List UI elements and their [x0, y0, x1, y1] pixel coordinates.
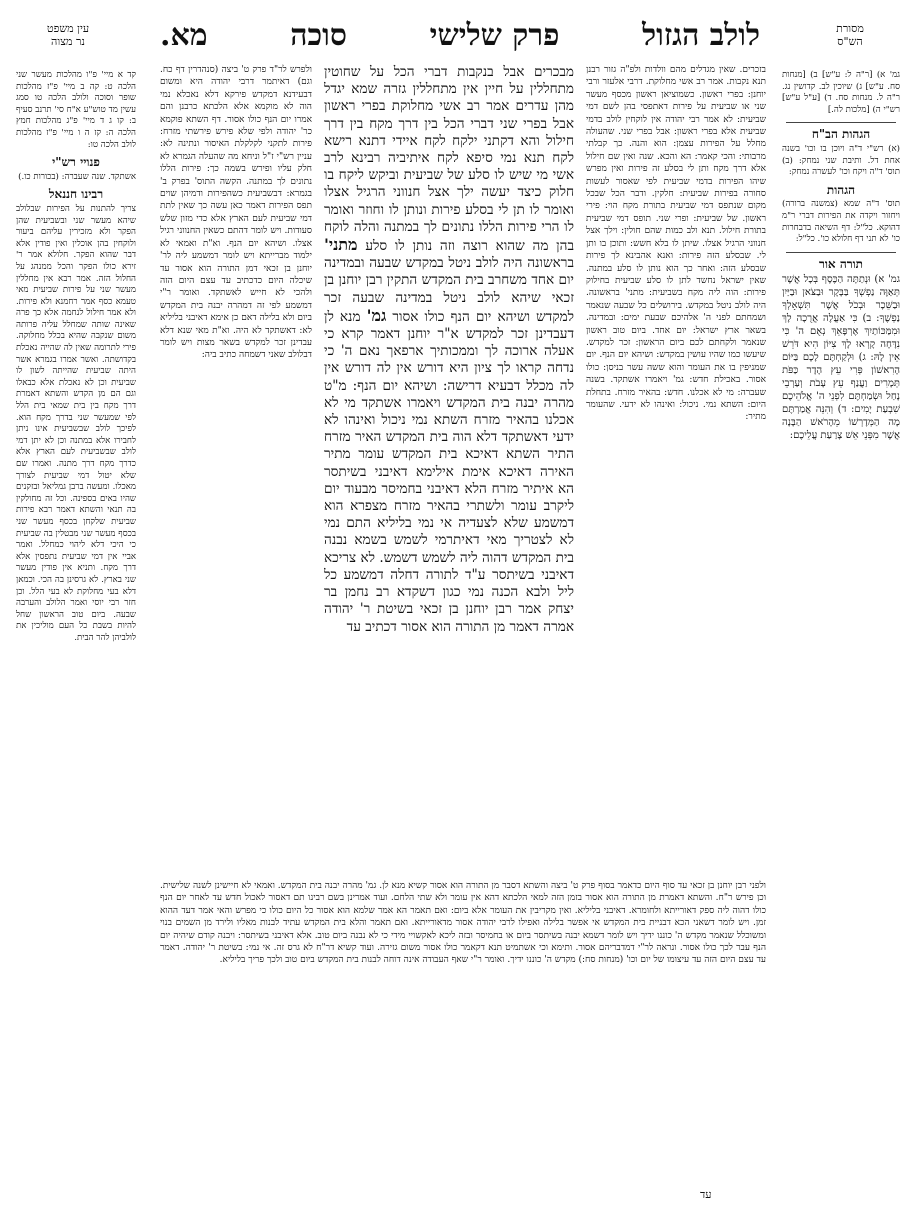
mishnah-text: בראשונה היה לולב ניטל במקדש שבעה ובמדינה יום אחד משחרב בית המקדש התקין רבן יוחנן בן זכאי שיהא לולב ניטל במדינה שבעה זכר למקדש ושיהא יום הנף כולו אסור — [324, 255, 574, 325]
right-margin — [782, 70, 900, 710]
catchword: עד — [700, 1188, 712, 1201]
rashi-notes-title: פנויי רש"י — [52, 155, 100, 170]
page-header — [160, 14, 760, 56]
hagahot-habach-text: (א) רש"י ד"ה ויוכן בו וכו' בשנה אחת דל. ותיבת שני נמחק: (ב) תוס' ד"ה ויקח וכו' לעשרה נמחק: — [782, 143, 900, 178]
gemara-text-3: מנא לן דעבדינן זכר למקדש א"ר יוחנן דאמר קרא כי אעלה ארוכה לך וממכותיך ארפאך נאם ה' כי נדחה קראו לך ציון היא דורש אין לה דורש אין לה מכלל דבעיא דרישה: ושיהא יום הנף: מ"ט מהרה יבנה בית המקדש ויאמרו אשתקד מי לא אכלנו בהאיר מזרח השתא נמי ניכול ואינהו לא ידעי דאשתקד דלא הוה בית המקדש האיר מזרח התיר השתא דאיכא בית המקדש עומר מתיר — [324, 308, 574, 463]
masoret-label: מסורת — [836, 22, 864, 35]
folio-number: מא. — [160, 17, 208, 53]
bottom-commentary-text: ולפני רבן יוחנן בן זכאי עד סוף היום כדאמר בסוף פרק ט' ביצה והשתא דסבר מן התורה הוא אסור קשיא מנא לן. גמ' מהרה יבנה בית המקדש. ואמאי לא חיישינן לשנה שלישית. וכן פירש ר"ח. והשתא דאמרת מן התורה הוא אסור בזמן הזה למאי הלכתא דהא אין עומר ולא שתי הלחם. ועוד אמרינן בשם רבינו תם דאסור לאכול חדש עד לאחר יום הנף כולו דהוה ליה ספק דאורייתא ולחומרא. דאיבני בליליא. ואין מקריבין את העומר אלא ביום: ואם תאמר הא אמר שלמא הוא אסור כל היום כולו כי מפרש והאי אמר דעד ההוא זמן. ויש לומר דשאני הכא דבניית בית המקדש אי אפשר בלילה ואפילו לרבי יהודה אסור מדאורייתא. ואם תאמר והלא בית המקדש עתיד לבנות מאליו ולירד מן השמים בנוי ומשוכלל שנאמר מקדש ה' כוננו ידיך ויש לומר דשמא יבנה בשיתסר ביום או בחמיסר ובזה ליכא לאקשויי מידי כי לא נבנה ביום טוב. אלא דאיבני בשיתסר: ויבנה קודם שיהיה יום הנף עבר לכך כולו אסור. ונראה לר"י דמדבריהם אסור. ותימא וכי אשתמיט תנא דקאמר כולו אסור משום גזירה. ועוד קשיא דר"ח לא גרס זה. אי נמי: בשיטת ר' יהודה. דאמר עד עצם היום הזה עד עיצומו של יום וכו' (מנחות סח:) מקדש ה' כוננו ידיך. ואומר ר"י שאף העבודה אינה דוחה לבנות בית המקדש ביום טוב ולכך פריך בליליא. — [160, 881, 766, 966]
ein-mishpat-label — [22, 22, 114, 48]
rabbeinu-chananel-title: רבינו חננאל — [48, 187, 104, 202]
gemara-label: גמ' — [366, 305, 387, 325]
hagahot-text: תוס' ד"ה שמא (צמשנה ברורה) ויחזור ויקדה את הפירות דברי ר"מ דהוקא. כל"ל: דף השיאה בדבחרות כו' לא תני דף חלולא כו'. כל"ל: — [782, 199, 900, 245]
ner-mitzvah-title: נר מצוה — [51, 35, 85, 48]
hashas-label: הש"ס — [837, 35, 863, 48]
hagahot-habach-title: הגהות הב"ח — [811, 127, 871, 142]
ein-mishpat-title: עין משפט — [46, 22, 90, 35]
tosafot-text: ולפרש לר"ד פרק ט' ביצה (סנהדרין דף כח. וגם) דאיתמר דרבי יהודה היא ומשום דבעידנא דמקדש פירקא דלא נאכלא נמי הוה לא מוקמא אלא הלכתא כרבנן והם אמרו יום הנף כולו אסור. דף השתא פוקמא כר' יהודה ולפי שלא פירש פירשתי מזרח: פירות לתקני לקלקלת האיסור ונתינה לא: עניין רש"י ז"ל וניחא מה שהעלה הגמרא לא חלק עליו ופירש בשמה כך: פירות הללו נתונים לך במתנה. הקשה התוס' בפרק ב' בגמרא: דבשביעית כשהפירות ודמיהן שוים תפס הפירות דאמר כאן עשה כך שאין לתת דמי שביעית לעם הארץ אלא כדי מזון שלש סעודות. ויש לומר דהתם כשאין החנווני רגיל אצלו. ושיהא יום הנף. וא"ת ואמאי לא ילמוד מברייתא ויש לומר דמשמע ליה לר' יוחנן בן זכאי דמן התורה הוא אסור עד שיכלה היום כדכתיב עד עצם היום הזה ולהכי לא חייש לאשתקד. ואומר ר"י דמשמע לפי זה דמהרה יבנה בית המקדש ביום ולא בלילה דאם כן אימא דאיבני בליליא לא: דאשתקד לא היה. וא"ת מאי שנא דלא עבדינן זכר למקדש בשאר מצות ויש לומר דבלולב שאני דשמחה כתיב ביה: — [160, 65, 312, 361]
gemara-text-5: רב נחמן בר יצחק אמר רבן יוחנן בן זכאי בשיטת ר' יהודה אמרה דאמר מן התורה הוא אסור דכתיב עד — [324, 584, 574, 635]
tractate-name: סוכה — [290, 17, 347, 53]
left-margin — [16, 70, 136, 970]
divider — [786, 252, 896, 253]
rabbeinu-chananel-text: צריך להתנות על הפירות שבלולב שיהא מעשר שני ובשביעית שהן הפקר ולא מזכירין עליהם ביעור ולוקחין בהן אוכלין ואין פודין אלא דבר שהוא הפקר. חלולא אמר ר' זירא כולו הפקר והכל ממנהג על החלול הזה. אמר רבא אין מחללין מעשר שני על פירות שביעית מאי טעמא כסף אמר רחמנא ולא פירות. ולא אמר חילול לנחמה אלא כך פרה שאינה שותה שמחלל עליה פרותה משום שנקבה שהיא בכלל מחלוקה. פירי לתרומה שאין לה שהייה נאכלת בקדושתה. ואשר אמרו בגמרא אשר היתה שביעית שהייתה לשון לו שביעית וכן לא נאכלת אלא כבאלו וגם הם מן הקדש והשתא דאמרת דרך מקח בין בית שמאי בית הלל לפי שמעשר שני בדרך מקח הוא. לפיכך לולב שבשביעית אינו ניתן לחבירו אלא במתנה וכן לא יתן דמי לולב שבשביעית לעם הארץ אלא כדרך מקח דרך מתנה. ואמרו שם שלא יטול דמי שביעית לצורך מאכלו. ומעשה ברבן גמליאל ובזקנים שהיו באים בספינה. וכל זה מחולקין בה תנאי והשתא דאמר רבא פירות שביעית שלקחן בכסף מעשר שני בכסף מעשר שני מבטלין בה שביעית כי היכי דלא ליהוי כמחלל. ואמר אביי אין דמי שביעית נתפסין אלא דרך מקח. ותניא אין פודין מעשר שני בארץ. לא גרסינן בה הכי. וכמאן דלא בעי מחלוקת לא בעי הלל. וכן חזר רבי יוסי ואמר הלולב והערבה שבעה. ביום טוב הראשון שחל להיות בשבת כל העם מוליכין את לולביהן להר הבית. — [16, 203, 136, 643]
chapter-name: לולב הגזול — [642, 17, 760, 53]
torah-or-text: גמ' א) וּנְתַתָּה הַכֶּסֶף בְּכָל אֲשֶׁר תְּאַוֶּה נַפְשְׁךָ בַּבָּקָר וּבַצֹּאן וּבַיַּיִן וּבַשֵּׁכָר וּבְכֹל אֲשֶׁר תִּשְׁאָלְךָ נַפְשֶׁךָ: ב) כִּי אַעֲלֶה אֲרֻכָה לָךְ וּמִמַּכּוֹתַיִךְ אֶרְפָּאֵךְ נְאֻם ה' כִּי נִדָּחָה קָרְאוּ לָךְ צִיּוֹן הִיא דֹּרֵשׁ אֵין לָהּ: ג) וּלְקַחְתֶּם לָכֶם בַּיּוֹם הָרִאשׁוֹן פְּרִי עֵץ הָדָר כַּפֹּת תְּמָרִים וַעֲנַף עֵץ עָבֹת וְעַרְבֵי נָחַל וּשְׂמַחְתֶּם לִפְנֵי ה' אֱלֹהֵיכֶם שִׁבְעַת יָמִים: ד) וְהִנֵּה אֲמַרְתֶּם מָה הַמְּדָרְשׁוֹ מֵהָרֹאשׁ הַבָּנָה אֲשֶׁר מִפְּנֵי אֵשׁ צָרַעַת עֲלֵיכֶם: — [782, 274, 900, 442]
gemara-text-4: האירה דאיכא אימת אילימא דאיבני בשיתסר הא איתיר מזרח הלא דאיבני בחמיסר מבעוד יום ליקרב עומר ולשתרי בהאיר מזרח מצפרא הוא דמשמע שלא לצעדיה אי נמי בליליא התם נמי לא לצטריך מאי דאיתרמי לשמש בשמא נבנה בית המקדש דהוה ליה לשמש דשמש. לא צריכא דאיבני בשיתסר ע"ד לתורה דחלה דמשמע כל ליל ולבא הכנה נמי כגון דשקדא — [324, 463, 574, 601]
tosafot-column — [160, 64, 312, 869]
rashi-text: בזכרים. שאין מגדלים מהם וולדות ולפ"ה גזור רבנן תנא נקבות. אמר רב אשי מחלוקת. דרבי אלעזר ורבי יוחנן: בפרי ראשון. כשמוציאן ראשון מכסף מעשר שני או שביעית על פירות דאתפסי בהן לשם דמי שביעית: לא אמר רבי יהודה אין לוקחין לולב בדמי שביעית אלא בפרי ראשון: אבל בפרי שני. שהעולה מחלל על הפירות עצמן: הוא והנה. כך קבלתי מרבותי: והכי קאמר: הא והכא. שנה ואין שם חילול אלא דרך מקח ותן לי בסלע זה פירות ואין מפרש שיהו הפירות בדמי שביעית לפי שאסור לעשות סחורה בפירות שביעית: חלקין. ודבר הכל שבכל מקום שנתפס דמי שביעית בתורת מקח הוי: פירי ראשון. של שביעית: ופרי שני. תופס דמי שביעית בתורת חילול. תנא ולב כמות שהם חולין: וילך אצל חנווני הרגיל אצלו. שיתן לו בלא חשש: ותוכן בו ותן לי. שבסלע הזה פירות: ואנא אהבינא לך פירות שבסלע הזה: ואחר כך הוא נותן לו סלע במתנה. שאין ישראל נחשד לתן לו סלע שביעית בחילוק פירות: הוה ליה מקח בשביעית: מתני' בראשונה. היה לולב ניטל במקדש. בירושלים כל שבעה שנאמר ושמחתם לפני ה' אלהיכם שבעת ימים: ובמדינה. בשאר ארץ ישראל: יום אחד. ביום טוב ראשון שנאמר ולקחתם לכם ביום הראשון: זכר למקדש. שיעשו כמו שהיו עושין במקדש: ושיהא יום הנף. יום שמניפין בו את העומר והוא ששה עשר בניסן: כולו אסור. באכילת חדש: גמ' ויאמרו אשתקד. בשנה שעברה: מי לא אכלנו. חדש: בהאיר מזרח. בתחלת היום: השתא נמי. ניכול: ואינהו לא ידעי. שהעומר מתיר: — [586, 65, 766, 423]
gemara-text-1: גזרה שמא יגדל מהן עדרים אמר רב אשי מחלוקת בפרי ראשון אבל בפרי שני דברי הכל בין דרך מקח בין דרך חילול והא דקתני ילקח לקח איידי דתנא רישא לקח תנא נמי סיפא לקח איתיביה רבינא לרב אשי מי שיש לו סלע של שביעית וביקש ליקח בו חלוק כיצד יעשה ילך אצל חנווני הרגיל אצלו ואומר לו תן לי בסלע פירות ונותן לו וחוזר ואומר לו הרי פירות הללו נתונים לך במתנה והלה לוקח בהן מה שהוא רוצה וזה נותן לו סלע — [324, 81, 574, 255]
divider — [786, 122, 896, 123]
masoret-text: גמ' א) [ר"ה ל: ע"ש] ב) [מנחות סח. ע"ש] ג) שיוכין לב. קדושין נג. ר"ה ל. מנחות סח. ד) [ע"ל ע"ש] רש"י ה) [מלכות לה.] — [782, 70, 900, 115]
rashi-notes-text: אשתקד. שנה שעברה: (בכורות כו.) — [18, 171, 136, 182]
gemara-column — [324, 64, 574, 869]
gemara-intro: מבכרים אבל בנקבות דברי הכל על שחוטין מתחללין על חיין אין מתחללין — [324, 64, 574, 98]
hagahot-title: הגהות — [826, 182, 856, 197]
masoret-hashas-label — [804, 22, 896, 48]
bottom-commentary — [160, 880, 766, 1176]
ein-mishpat-text: קד א מיי' פ"ו מהלכות מעשר שני הלכה ט: קה ב מיי' פ"ז מהלכות שופר וסוכה ולולב הלכה טו סמג עשין מד טוש"ע א"ח סי' תרנב סעיף ב: קו ג ד מיי' פ"ג מהלכות חמץ הלכה ה: קז ה ו מיי' פ"ז מהלכות לולב הלכה טו: — [16, 70, 136, 150]
torah-or-title: תורה אור — [818, 256, 864, 271]
perek-number: פרק שלישי — [429, 17, 560, 53]
mishnah-label: מתני' — [324, 235, 358, 255]
